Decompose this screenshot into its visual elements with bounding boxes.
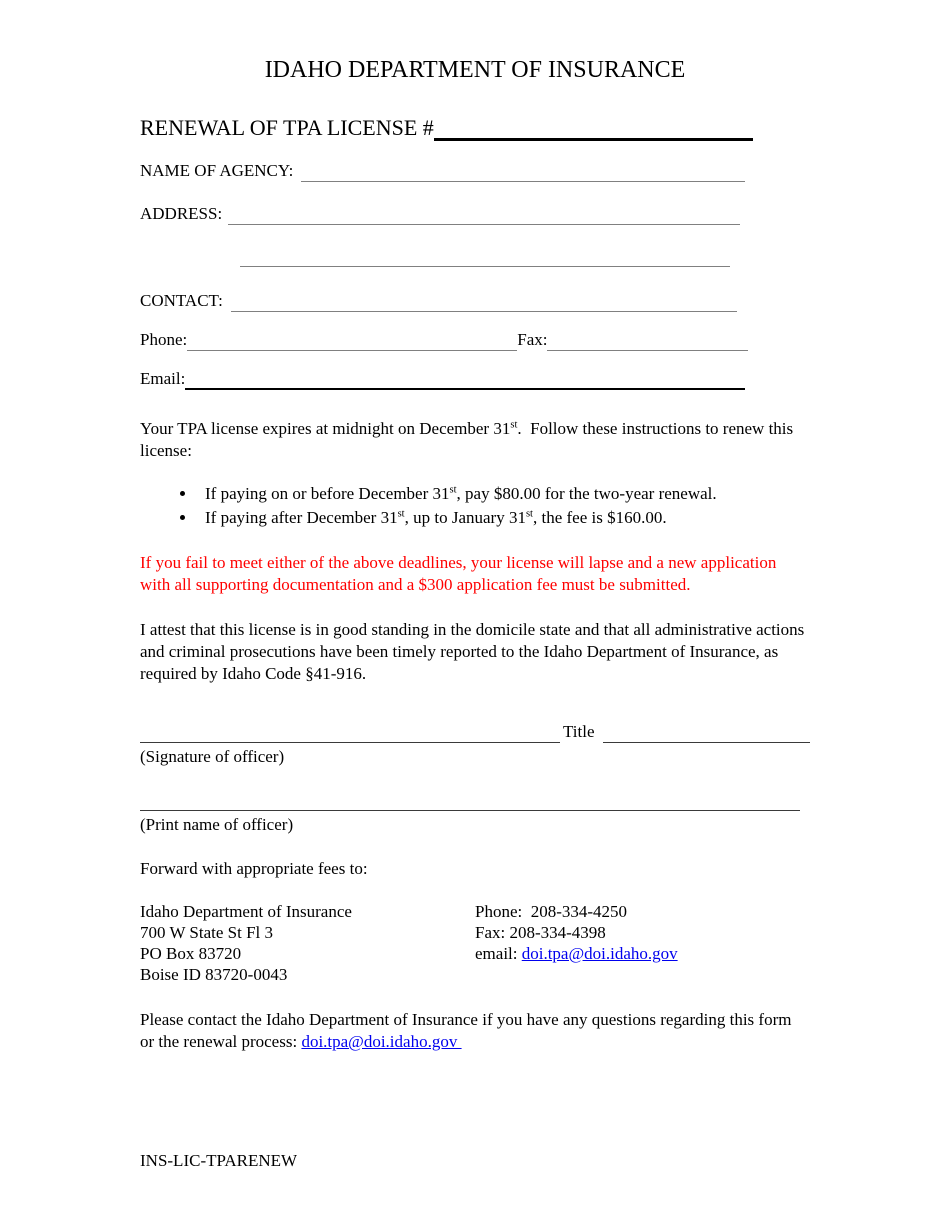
address-line: 700 W State St Fl 3	[140, 923, 274, 942]
department-phone: Phone: 208-334-4250	[475, 902, 628, 921]
bullet1-text-start: If paying on or before December 31	[205, 484, 450, 503]
renewal-license-label: RENEWAL OF TPA LICENSE #	[140, 115, 434, 140]
print-name-line[interactable]	[140, 810, 800, 811]
bullet1-text-end: , pay $80.00 for the two-year renewal.	[456, 484, 717, 503]
contact-label: CONTACT:	[140, 291, 223, 310]
fax-input-line[interactable]	[547, 329, 748, 351]
department-email-line	[475, 943, 678, 964]
fee-bullet-on-time	[197, 482, 810, 506]
department-email-link[interactable]: doi.tpa@doi.idaho.gov	[521, 944, 678, 963]
department-contact-column	[475, 901, 678, 985]
bullet2-text-start: If paying after December 31	[205, 508, 398, 527]
signature-line[interactable]	[140, 721, 560, 743]
address-input-line[interactable]	[228, 203, 740, 225]
email-input-line[interactable]	[185, 368, 745, 390]
questions-note	[140, 1009, 800, 1053]
agency-row	[140, 160, 745, 182]
fax-label: Fax:	[517, 330, 548, 349]
address-label: ADDRESS:	[140, 204, 223, 223]
license-number-line[interactable]	[434, 114, 753, 141]
deadline-warning: If you fail to meet either of the above deadlines, your license will lapse and a new application with all supporting documentation and a $300 application fee must be submitted.	[140, 553, 777, 594]
mailing-address-column	[140, 901, 475, 985]
title-label: Title	[563, 722, 595, 741]
bullet2-text-mid: , up to January 31	[404, 508, 526, 527]
fee-bullet-list	[140, 482, 810, 530]
phone-input-line[interactable]	[187, 329, 517, 351]
agency-input-line[interactable]	[301, 160, 745, 182]
intro-text-end: . Follow these instructions to renew this license:	[140, 419, 798, 460]
address-line: PO Box 83720	[140, 944, 242, 963]
forward-address-block	[140, 901, 810, 985]
bullet2-superscript-1: st	[397, 508, 405, 520]
intro-text-start: Your TPA license expires at midnight on December 31	[140, 419, 511, 438]
department-fax: Fax: 208-334-4398	[475, 923, 606, 942]
phone-fax-row	[140, 329, 748, 351]
forward-heading: Forward with appropriate fees to:	[140, 859, 368, 878]
form-number: INS-LIC-TPARENEW	[140, 1151, 298, 1170]
signature-caption: (Signature of officer)	[140, 747, 285, 766]
print-name-caption: (Print name of officer)	[140, 815, 294, 834]
address-line: Boise ID 83720-0043	[140, 965, 288, 984]
contact-input-line[interactable]	[231, 290, 737, 312]
address-input-line-2[interactable]	[240, 266, 730, 267]
address-line: Idaho Department of Insurance	[140, 902, 352, 921]
bullet1-superscript: st	[449, 484, 457, 496]
intro-superscript: st	[510, 419, 518, 431]
contact-row	[140, 290, 737, 312]
bullet2-superscript-2: st	[525, 508, 533, 520]
signature-title-row	[140, 721, 810, 743]
title-input-line[interactable]	[603, 721, 810, 743]
email-label: Email:	[140, 369, 186, 388]
department-email-label: email:	[475, 944, 522, 963]
expiration-instructions	[140, 418, 800, 462]
questions-email-link[interactable]: doi.tpa@doi.idaho.gov	[301, 1032, 462, 1051]
agency-label: NAME OF AGENCY:	[140, 161, 294, 180]
fee-bullet-late	[197, 506, 810, 530]
email-row	[140, 368, 745, 390]
page-title: IDAHO DEPARTMENT OF INSURANCE	[264, 57, 686, 83]
address-row	[140, 203, 740, 225]
questions-note-text: Please contact the Idaho Department of Insurance if you have any questions regarding this form or the renewal process:	[140, 1010, 796, 1051]
renewal-license-row	[140, 114, 753, 141]
bullet2-text-end: , the fee is $160.00.	[532, 508, 667, 527]
attestation-paragraph: I attest that this license is in good standing in the domicile state and that all administrative actions and criminal prosecutions have been timely reported to the Idaho Department of Insurance, as required by Idaho Code §41-916.	[140, 620, 805, 683]
phone-label: Phone:	[140, 330, 188, 349]
